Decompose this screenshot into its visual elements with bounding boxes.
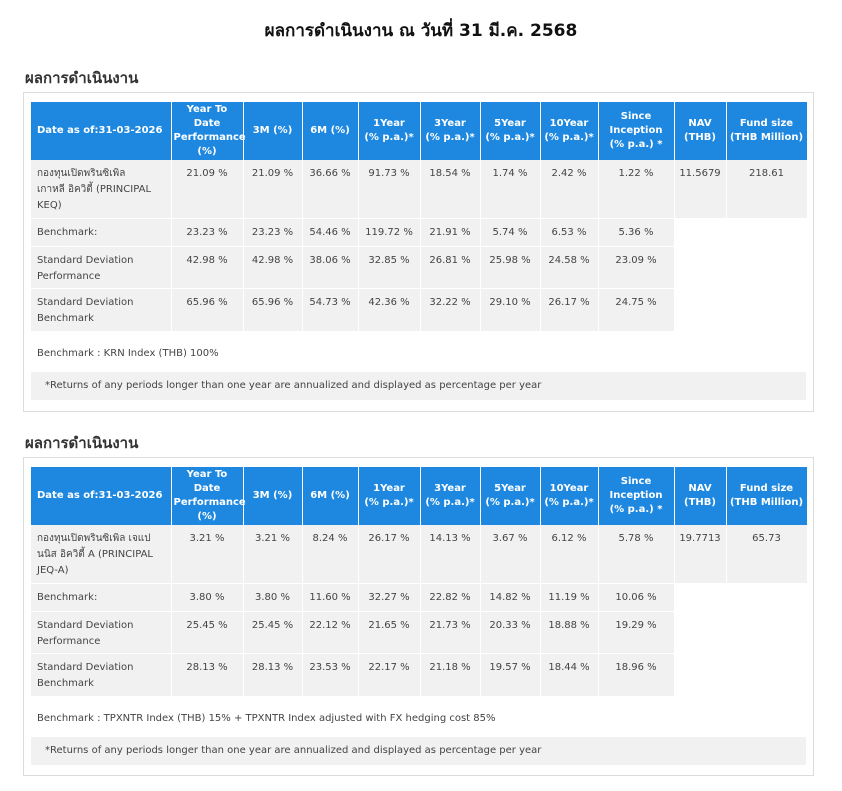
- table-cell: 11.19 %: [540, 583, 598, 611]
- column-header: Fund size (THB Million): [726, 467, 807, 525]
- benchmark-note-2: Benchmark : TPXNTR Index (THB) 15% + TPXNTR Index adjusted with FX hedging cost 85%: [37, 713, 496, 724]
- empty-cell: [726, 288, 807, 331]
- table-cell: 21.09 %: [171, 160, 243, 218]
- empty-cell: [726, 246, 807, 288]
- table-cell: 24.75 %: [598, 288, 674, 331]
- column-header: 3M (%): [243, 102, 302, 160]
- column-header: 10Year (% p.a.)*: [540, 102, 598, 160]
- row-label: Benchmark:: [31, 583, 171, 611]
- table-cell: 218.61: [726, 160, 807, 218]
- table-row: [31, 611, 807, 653]
- empty-cell: [674, 246, 726, 288]
- table-cell: 18.88 %: [540, 611, 598, 653]
- table-cell: 3.80 %: [243, 583, 302, 611]
- table-cell: 38.06 %: [302, 246, 358, 288]
- row-label: กองทุนเปิดพรินซิเพิล เกาหลี อิควิตี้ (PRINCIPAL KEQ): [31, 160, 171, 218]
- table-cell: 32.85 %: [358, 246, 420, 288]
- column-header: 6M (%): [302, 467, 358, 525]
- table-cell: 65.73: [726, 525, 807, 583]
- row-label: Standard Deviation Benchmark: [31, 288, 171, 331]
- table-cell: 26.17 %: [358, 525, 420, 583]
- table-cell: 8.24 %: [302, 525, 358, 583]
- empty-cell: [674, 288, 726, 331]
- column-header: Date as of:31-03-2026: [31, 102, 171, 160]
- table-cell: 3.67 %: [480, 525, 540, 583]
- table-cell: 14.82 %: [480, 583, 540, 611]
- table-cell: 22.82 %: [420, 583, 480, 611]
- table-cell: 5.36 %: [598, 218, 674, 246]
- section-heading-1: ผลการดำเนินงาน: [25, 69, 139, 87]
- column-header: Date as of:31-03-2026: [31, 467, 171, 525]
- table-cell: 21.73 %: [420, 611, 480, 653]
- footnote-2: *Returns of any periods longer than one year are annualized and displayed as percentage per year: [31, 737, 806, 765]
- column-header: Fund size (THB Million): [726, 102, 807, 160]
- table-cell: 54.46 %: [302, 218, 358, 246]
- empty-cell: [726, 583, 807, 611]
- empty-cell: [726, 218, 807, 246]
- table-cell: 1.74 %: [480, 160, 540, 218]
- column-header: Since Inception (% p.a.) *: [598, 467, 674, 525]
- column-header: 6M (%): [302, 102, 358, 160]
- table-cell: 32.27 %: [358, 583, 420, 611]
- table-cell: 22.12 %: [302, 611, 358, 653]
- table-cell: 10.06 %: [598, 583, 674, 611]
- table-cell: 119.72 %: [358, 218, 420, 246]
- table-cell: 6.53 %: [540, 218, 598, 246]
- table-cell: 24.58 %: [540, 246, 598, 288]
- column-header: Year To Date Performance (%): [171, 467, 243, 525]
- table-row: [31, 288, 807, 331]
- performance-table-1: [31, 102, 808, 332]
- table-cell: 5.78 %: [598, 525, 674, 583]
- table-cell: 28.13 %: [243, 653, 302, 696]
- table-cell: 18.44 %: [540, 653, 598, 696]
- column-header: NAV (THB): [674, 467, 726, 525]
- table-cell: 21.18 %: [420, 653, 480, 696]
- table-cell: 21.09 %: [243, 160, 302, 218]
- table-cell: 5.74 %: [480, 218, 540, 246]
- column-header: 3Year (% p.a.)*: [420, 102, 480, 160]
- performance-table-2: [31, 467, 808, 697]
- column-header: 3M (%): [243, 467, 302, 525]
- column-header: Since Inception (% p.a.) *: [598, 102, 674, 160]
- table-cell: 14.13 %: [420, 525, 480, 583]
- column-header: 5Year (% p.a.)*: [480, 467, 540, 525]
- column-header: 10Year (% p.a.)*: [540, 467, 598, 525]
- table-cell: 6.12 %: [540, 525, 598, 583]
- footnote-1: *Returns of any periods longer than one year are annualized and displayed as percentage per year: [31, 372, 806, 400]
- benchmark-note-1: Benchmark : KRN Index (THB) 100%: [37, 348, 219, 359]
- table-cell: 3.21 %: [243, 525, 302, 583]
- table-cell: 23.23 %: [171, 218, 243, 246]
- table-cell: 65.96 %: [243, 288, 302, 331]
- table-cell: 23.53 %: [302, 653, 358, 696]
- table-header-row: [31, 102, 807, 160]
- table-cell: 23.09 %: [598, 246, 674, 288]
- row-label: Benchmark:: [31, 218, 171, 246]
- table-cell: 36.66 %: [302, 160, 358, 218]
- table-row: [31, 583, 807, 611]
- row-label: Standard Deviation Performance: [31, 611, 171, 653]
- table-cell: 19.29 %: [598, 611, 674, 653]
- table-cell: 25.45 %: [243, 611, 302, 653]
- table-cell: 26.17 %: [540, 288, 598, 331]
- table-cell: 32.22 %: [420, 288, 480, 331]
- table-row: [31, 160, 807, 218]
- table-header-row: [31, 467, 807, 525]
- table-cell: 11.5679: [674, 160, 726, 218]
- table-cell: 42.98 %: [171, 246, 243, 288]
- column-header: NAV (THB): [674, 102, 726, 160]
- table-cell: 25.98 %: [480, 246, 540, 288]
- table-cell: 42.36 %: [358, 288, 420, 331]
- table-cell: 42.98 %: [243, 246, 302, 288]
- page-title: ผลการดำเนินงาน ณ วันที่ 31 มี.ค. 2568: [264, 21, 578, 41]
- table-cell: 3.21 %: [171, 525, 243, 583]
- section-heading-2: ผลการดำเนินงาน: [25, 434, 139, 452]
- row-label: Standard Deviation Benchmark: [31, 653, 171, 696]
- column-header: 1Year (% p.a.)*: [358, 467, 420, 525]
- table-cell: 29.10 %: [480, 288, 540, 331]
- column-header: Year To Date Performance (%): [171, 102, 243, 160]
- table-row: [31, 218, 807, 246]
- table-cell: 21.65 %: [358, 611, 420, 653]
- table-cell: 19.57 %: [480, 653, 540, 696]
- table-cell: 18.96 %: [598, 653, 674, 696]
- table-cell: 23.23 %: [243, 218, 302, 246]
- empty-cell: [674, 583, 726, 611]
- table-row: [31, 246, 807, 288]
- column-header: 3Year (% p.a.)*: [420, 467, 480, 525]
- table-cell: 22.17 %: [358, 653, 420, 696]
- table-cell: 19.7713: [674, 525, 726, 583]
- empty-cell: [674, 611, 726, 653]
- table-row: [31, 653, 807, 696]
- table-cell: 65.96 %: [171, 288, 243, 331]
- table-cell: 21.91 %: [420, 218, 480, 246]
- table-cell: 25.45 %: [171, 611, 243, 653]
- column-header: 5Year (% p.a.)*: [480, 102, 540, 160]
- column-header: 1Year (% p.a.)*: [358, 102, 420, 160]
- table-cell: 91.73 %: [358, 160, 420, 218]
- empty-cell: [726, 653, 807, 696]
- empty-cell: [726, 611, 807, 653]
- row-label: Standard Deviation Performance: [31, 246, 171, 288]
- empty-cell: [674, 218, 726, 246]
- table-cell: 20.33 %: [480, 611, 540, 653]
- table-cell: 1.22 %: [598, 160, 674, 218]
- empty-cell: [674, 653, 726, 696]
- row-label: กองทุนเปิดพรินซิเพิล เจแป นนิส อิควิตี้ A (PRINCIPAL JEQ-A): [31, 525, 171, 583]
- table-cell: 26.81 %: [420, 246, 480, 288]
- table-cell: 3.80 %: [171, 583, 243, 611]
- table-cell: 18.54 %: [420, 160, 480, 218]
- table-cell: 54.73 %: [302, 288, 358, 331]
- table-row: [31, 525, 807, 583]
- table-cell: 11.60 %: [302, 583, 358, 611]
- table-cell: 28.13 %: [171, 653, 243, 696]
- table-cell: 2.42 %: [540, 160, 598, 218]
